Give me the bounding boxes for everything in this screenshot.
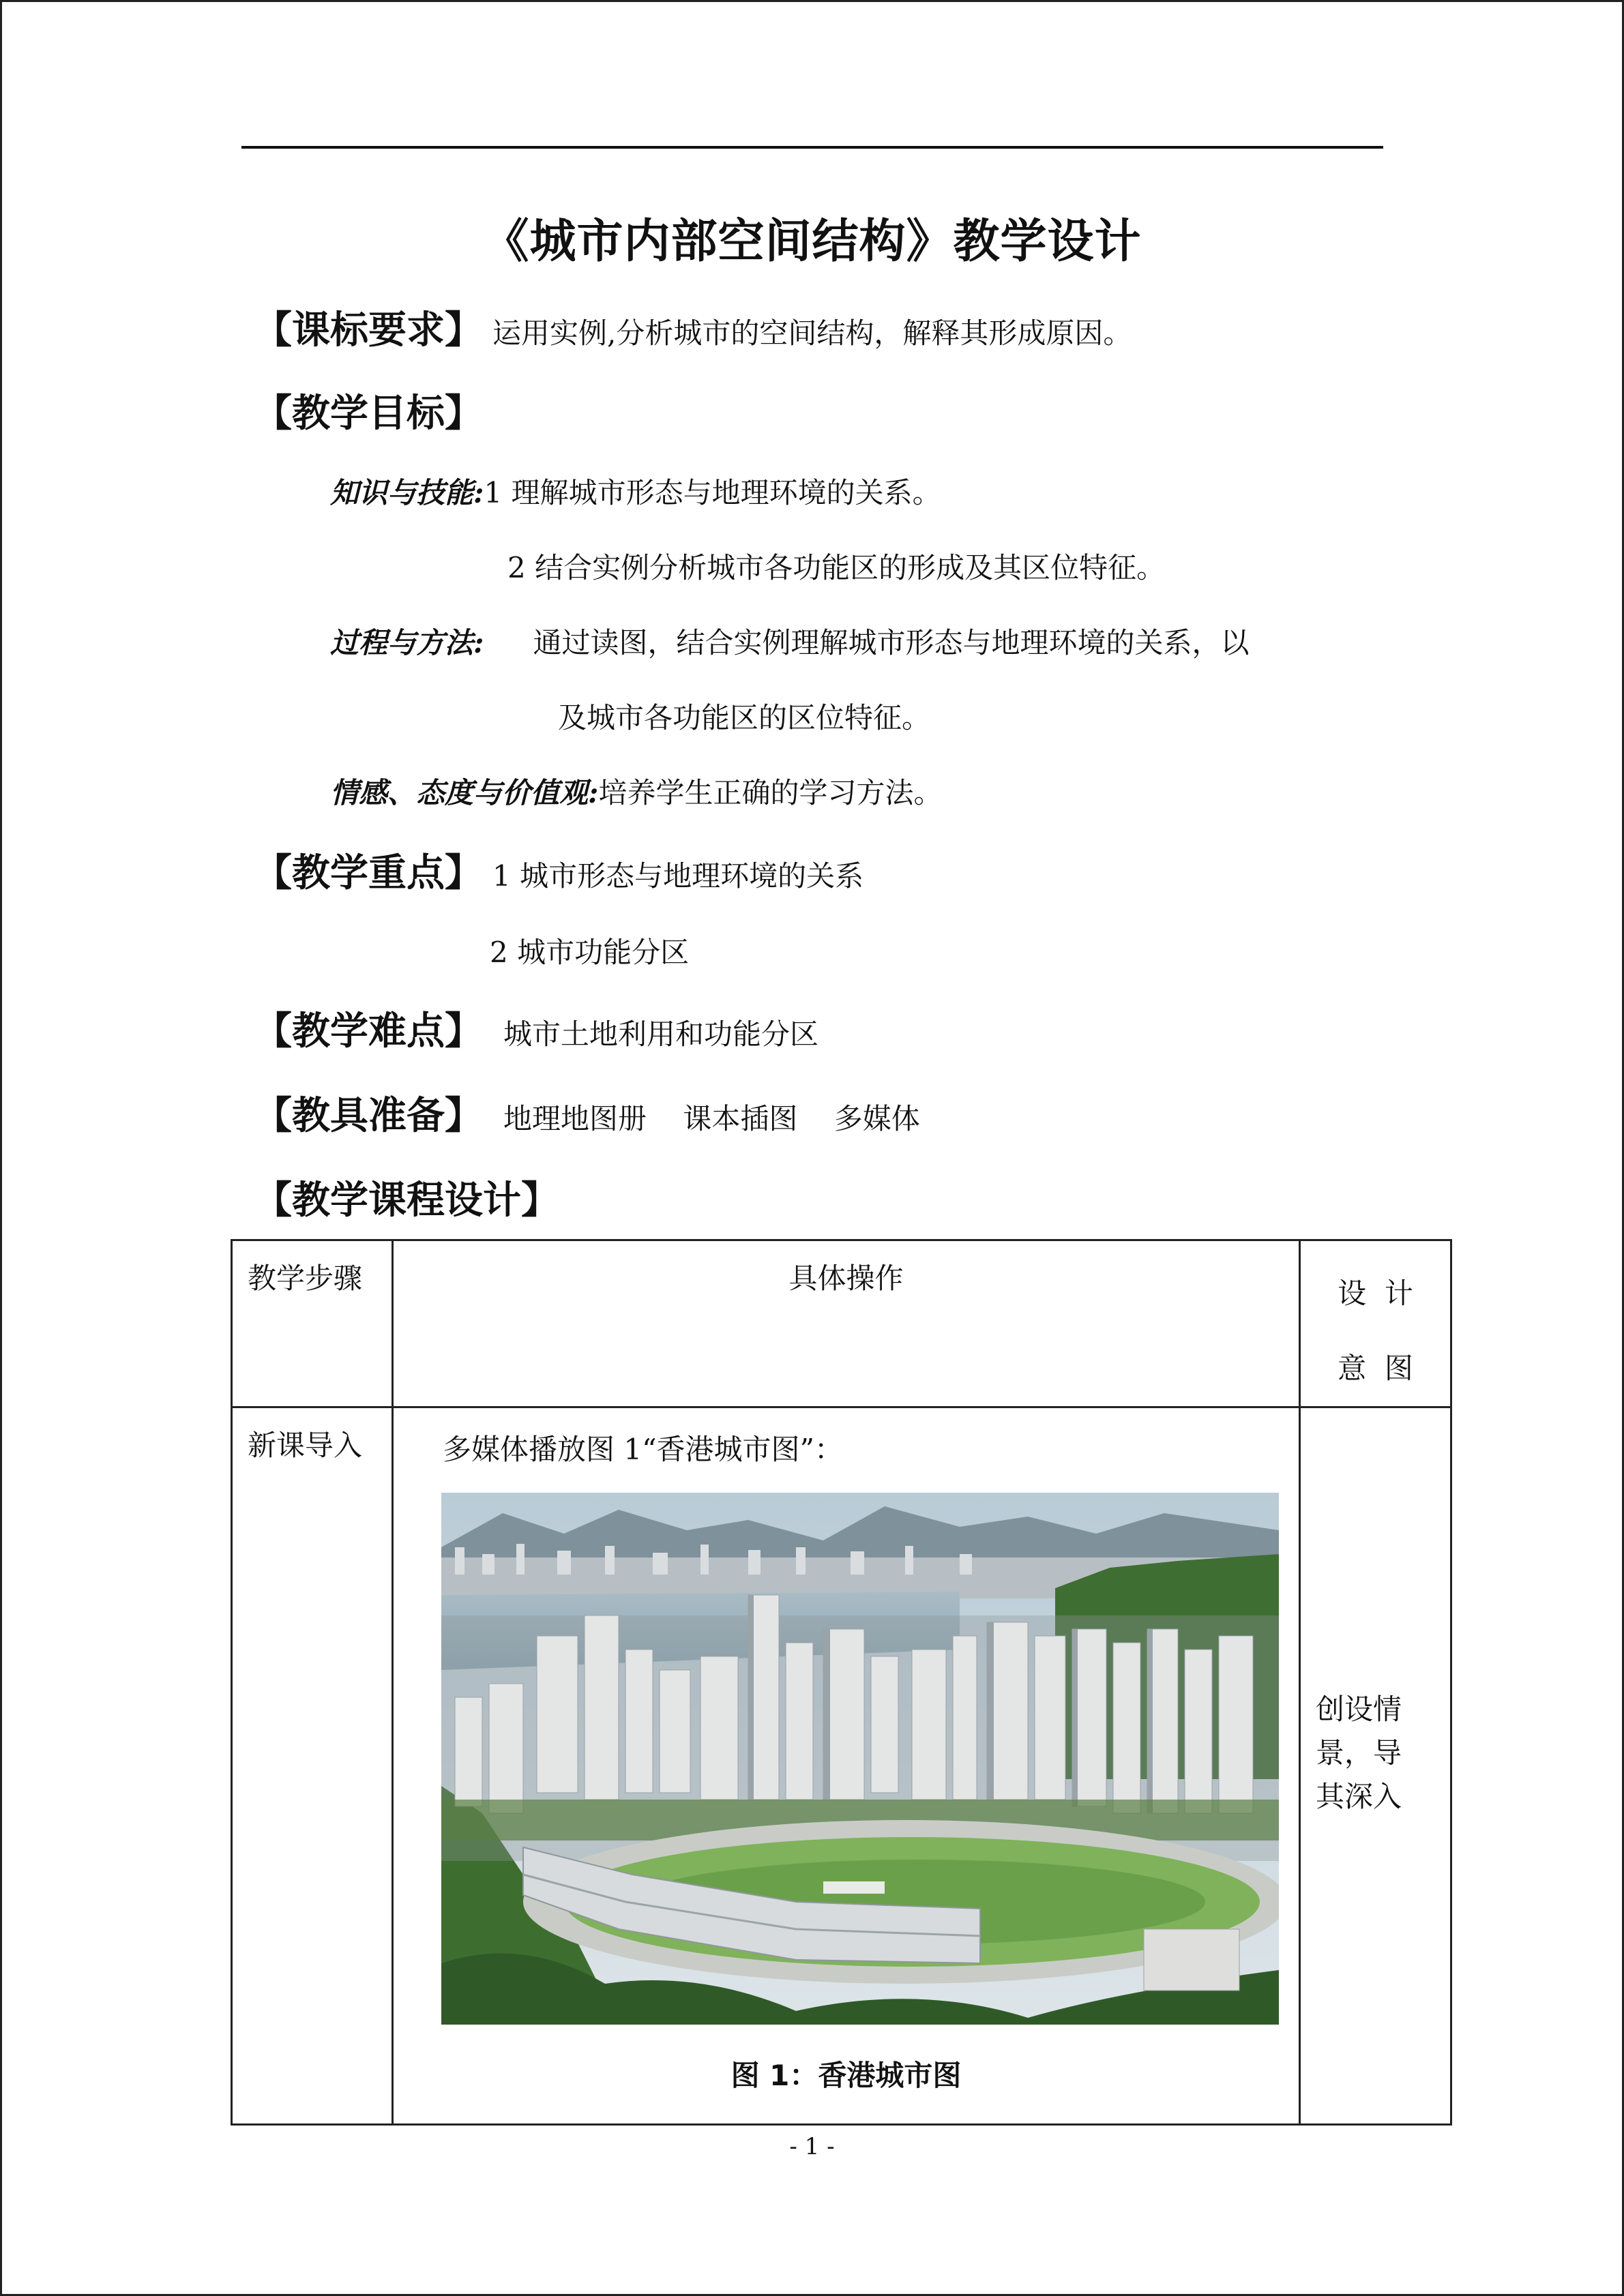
header-intent-line-1: 设 计 (1338, 1277, 1413, 1310)
key-points-section (254, 843, 863, 897)
row-operation (393, 1407, 1300, 2125)
course-design-table (231, 1239, 1452, 2126)
knowledge-label: 知识与技能: (330, 476, 484, 509)
header-rule (241, 146, 1383, 149)
course-design-label: 【教学课程设计】 (254, 1178, 559, 1223)
difficulties-section (254, 1001, 818, 1056)
process-label: 过程与方法: (330, 626, 484, 659)
header-step: 教学步骤 (232, 1240, 393, 1407)
row-intent (1300, 1407, 1451, 2125)
attitude-label: 情感、态度与价值观: (330, 776, 599, 809)
knowledge-item-2: 2 结合实例分析城市各功能区的形成及其区位特征。 (507, 551, 1166, 584)
materials-label: 【教具准备】 (254, 1094, 483, 1138)
knowledge-item-1: 1 理解城市形态与地理环境的关系。 (484, 476, 941, 509)
process-line-1 (330, 621, 1250, 661)
curriculum-section (254, 300, 1132, 355)
photo-caption: 图 1：香港城市图 (730, 2059, 962, 2092)
materials-text: 地理地图册 课本插图 多媒体 (503, 1102, 920, 1135)
header-intent-line-2: 意 图 (1338, 1352, 1413, 1385)
row-intent-text: 创设情景，导其深入 (1316, 1693, 1402, 1813)
attitude-text: 培养学生正确的学习方法。 (598, 776, 943, 809)
difficulties-label: 【教学难点】 (254, 1009, 483, 1054)
page-number: - 1 - (789, 2133, 835, 2160)
header-operation: 具体操作 (393, 1240, 1300, 1407)
header-intent (1300, 1240, 1451, 1407)
attitude-line (330, 771, 943, 811)
row-lead-text: 多媒体播放图 1“香港城市图”： (443, 1433, 844, 1466)
key-point-2: 2 城市功能分区 (490, 936, 690, 969)
table-header-row (232, 1240, 1451, 1407)
key-point-1: 1 城市形态与地理环境的关系 (492, 859, 864, 893)
difficulties-text: 城市土地利用和功能分区 (503, 1017, 819, 1051)
key-points-label: 【教学重点】 (254, 851, 483, 895)
document-title: 《城市内部空间结构》教学设计 (482, 215, 1142, 269)
objectives-label: 【教学目标】 (254, 391, 483, 436)
hong-kong-city-photo (441, 1493, 1279, 2025)
table-row (232, 1407, 1451, 2125)
process-text-2: 及城市各功能区的区位特征。 (558, 701, 931, 734)
knowledge-line-1 (330, 471, 941, 511)
curriculum-text: 运用实例,分析城市的空间结构，解释其形成原因。 (492, 316, 1132, 350)
materials-section (254, 1086, 920, 1140)
process-text-1: 通过读图，结合实例理解城市形态与地理环境的关系，以 (533, 626, 1250, 659)
row-step: 新课导入 (232, 1407, 393, 2125)
curriculum-label: 【课标要求】 (254, 308, 483, 353)
